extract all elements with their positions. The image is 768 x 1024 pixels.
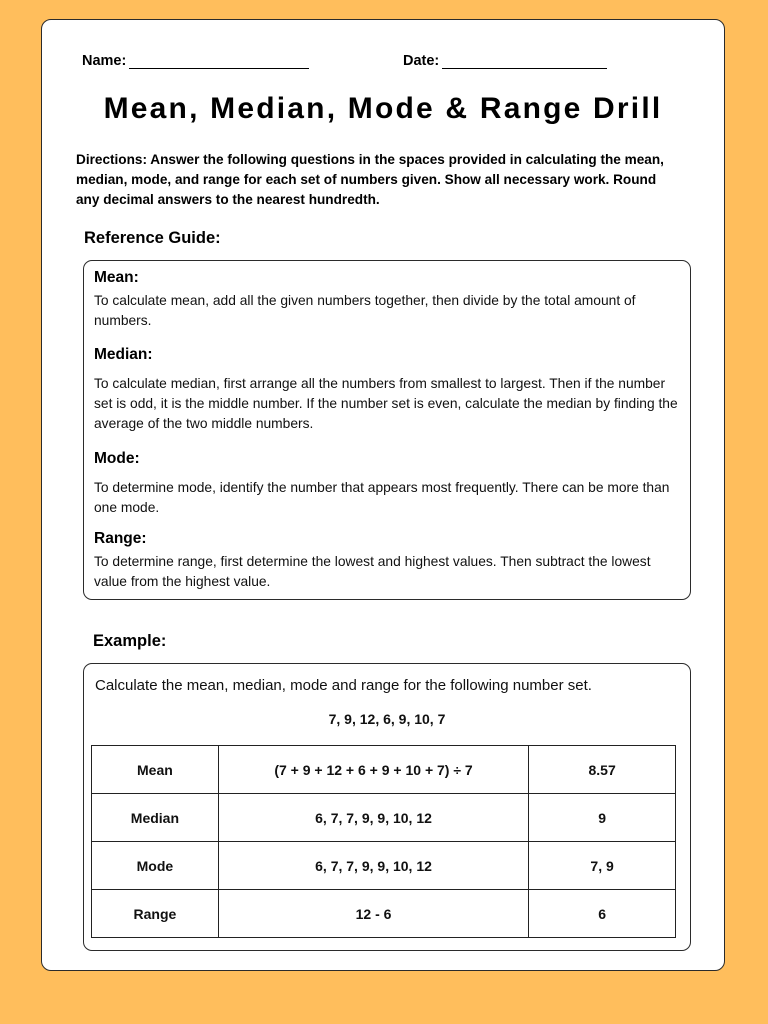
work-cell: 6, 7, 7, 9, 9, 10, 12 bbox=[218, 794, 528, 842]
mean-definition: To calculate mean, add all the given numbers together, then divide by the total amount of numbers. bbox=[94, 293, 636, 328]
table-row bbox=[92, 890, 676, 938]
median-definition: To calculate median, first arrange all the numbers from smallest to largest. Then if the number set is odd, it is the middle number. If the number set is even, calculate the median by finding the average of the two middle numbers. bbox=[94, 376, 678, 431]
directions-text: Directions: Answer the following questions in the spaces provided in calculating the mean, median, mode, and range for each set of numbers given. Show all necessary work. Round any decimal answers to the nearest hundredth. bbox=[76, 152, 664, 207]
example-prompt: Calculate the mean, median, mode and range for the following number set. bbox=[95, 677, 592, 694]
date-field bbox=[403, 53, 607, 69]
example-heading: Example: bbox=[93, 632, 167, 650]
table-row bbox=[92, 842, 676, 890]
example-table bbox=[91, 745, 676, 938]
table-row bbox=[92, 794, 676, 842]
page-title: Mean, Median, Mode & Range Drill bbox=[103, 92, 663, 125]
measure-cell: Range bbox=[92, 890, 219, 938]
measure-cell: Mode bbox=[92, 842, 219, 890]
median-term: Median: bbox=[94, 346, 153, 363]
measure-cell: Median bbox=[92, 794, 219, 842]
table-row bbox=[92, 746, 676, 794]
date-blank-line[interactable] bbox=[442, 54, 607, 69]
answer-cell: 7, 9 bbox=[529, 842, 676, 890]
mean-term: Mean: bbox=[94, 269, 139, 286]
worksheet-page bbox=[41, 19, 725, 971]
work-cell: 6, 7, 7, 9, 9, 10, 12 bbox=[218, 842, 528, 890]
answer-cell: 8.57 bbox=[529, 746, 676, 794]
name-field bbox=[82, 53, 309, 69]
mode-definition: To determine mode, identify the number that appears most frequently. There can be more than one mode. bbox=[94, 480, 670, 515]
measure-cell: Mean bbox=[92, 746, 219, 794]
work-cell: 12 - 6 bbox=[218, 890, 528, 938]
work-cell: (7 + 9 + 12 + 6 + 9 + 10 + 7) ÷ 7 bbox=[218, 746, 528, 794]
name-blank-line[interactable] bbox=[129, 54, 309, 69]
reference-guide-box bbox=[83, 260, 691, 600]
example-box bbox=[83, 663, 691, 951]
reference-guide-heading: Reference Guide: bbox=[84, 229, 221, 247]
range-term: Range: bbox=[94, 530, 147, 547]
date-label: Date: bbox=[403, 53, 440, 69]
name-label: Name: bbox=[82, 53, 127, 69]
answer-cell: 6 bbox=[529, 890, 676, 938]
mode-term: Mode: bbox=[94, 450, 140, 467]
example-number-set: 7, 9, 12, 6, 9, 10, 7 bbox=[328, 711, 446, 727]
range-definition: To determine range, first determine the lowest and highest values. Then subtract the lowest value from the highest value. bbox=[94, 554, 651, 589]
answer-cell: 9 bbox=[529, 794, 676, 842]
